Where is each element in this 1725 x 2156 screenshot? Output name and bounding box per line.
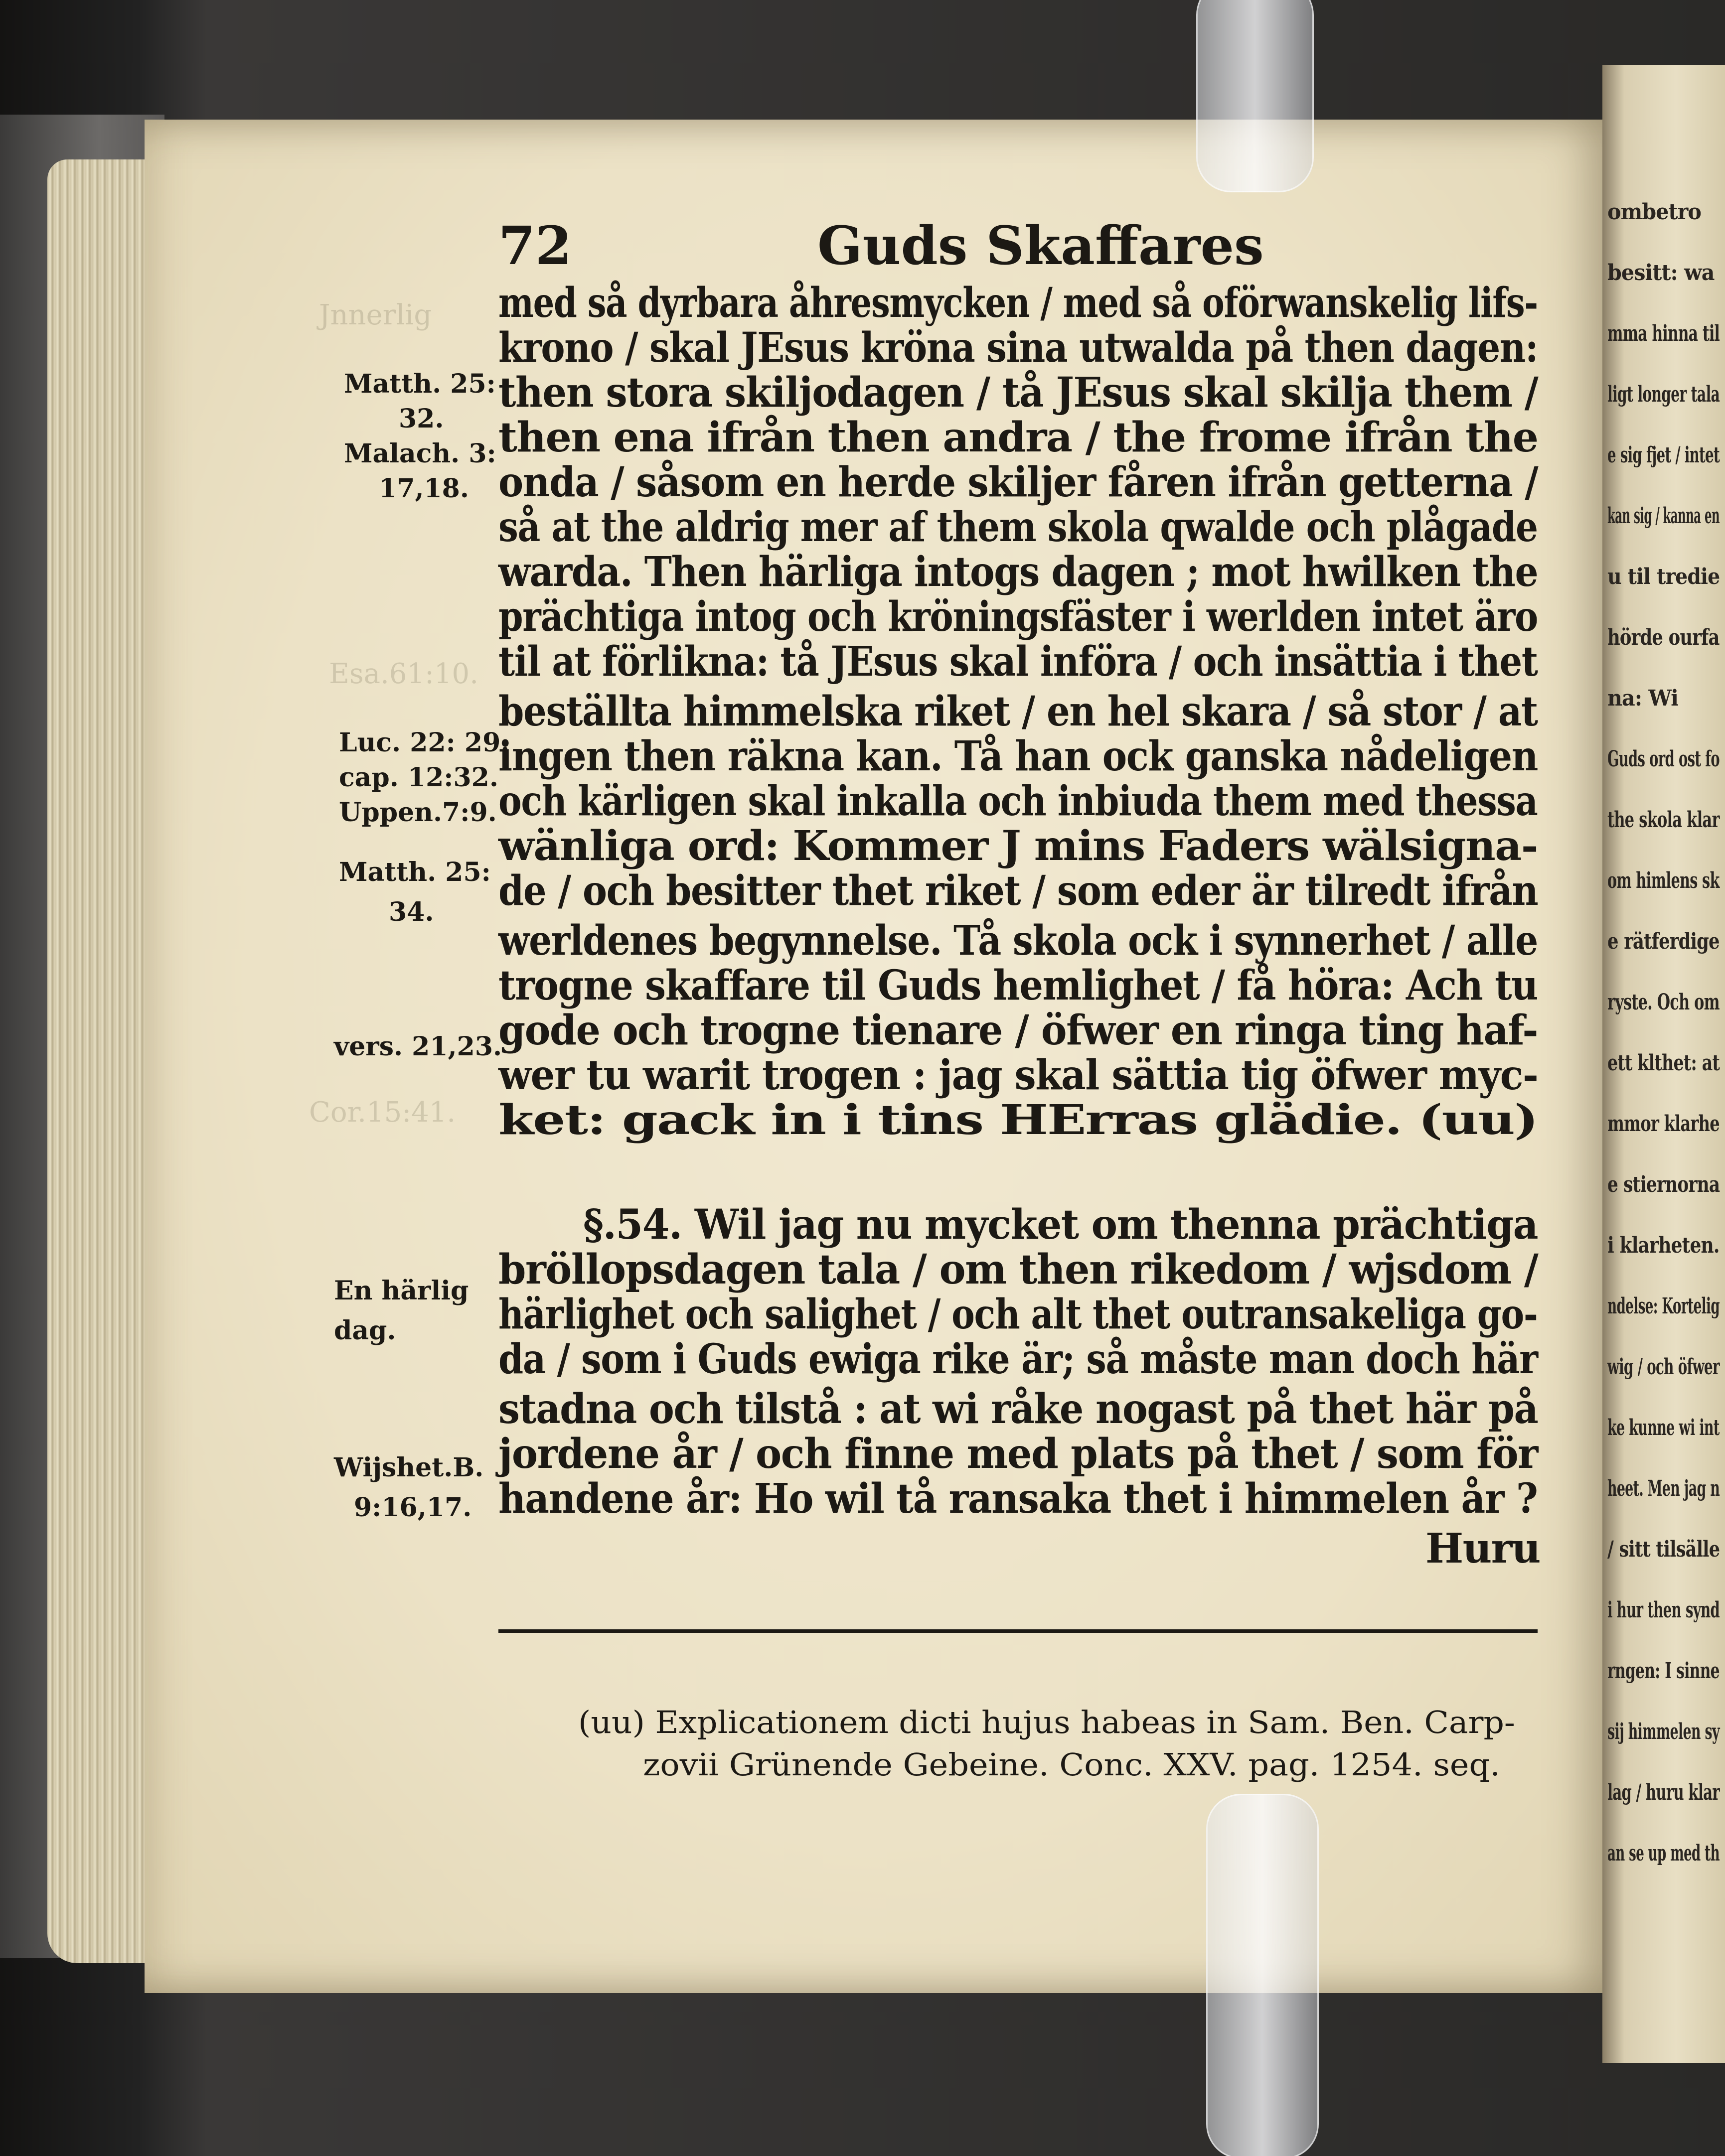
right-page-line: sij himmelen sy xyxy=(1607,1719,1720,1744)
right-page-line: besitt: wa xyxy=(1607,260,1715,286)
text-line: jordene år / och finne med plats på thet / som för xyxy=(498,1430,1538,1478)
right-page-line: ombetro xyxy=(1607,199,1701,225)
right-page-line: i klarheten. xyxy=(1607,1233,1720,1258)
right-page-line: ryste. Och om xyxy=(1607,990,1720,1015)
text-line: ingen then räkna kan. Tå han ock ganska nådeligen xyxy=(498,732,1538,780)
text-line: then ena ifrån then andra / the frome ifrån the xyxy=(498,414,1538,461)
margin-note: vers. 21,23. xyxy=(334,1031,502,1062)
right-page-line: ndelse: Kortelig xyxy=(1607,1294,1720,1319)
right-page-line: e stiernorna xyxy=(1607,1172,1720,1197)
margin-note: Uppen.7:9. xyxy=(339,797,497,828)
text-line: da / som i Guds ewiga rike är; så måste man doch här xyxy=(498,1335,1538,1383)
margin-note: Luc. 22: 29. xyxy=(339,727,510,758)
text-line: handene år: Ho wil tå ransaka thet i himmelen år ? xyxy=(498,1475,1538,1523)
page-clip-bottom xyxy=(1206,1794,1319,2156)
right-page-line: an se up med th xyxy=(1607,1841,1720,1866)
right-page-line: na: Wi xyxy=(1607,686,1678,711)
right-page-line: e sig fjet / intet xyxy=(1607,442,1720,468)
text-line: onda / såsom en herde skiljer fåren ifrån getterna / xyxy=(498,458,1538,506)
right-page-line: ett klthet: at xyxy=(1607,1050,1720,1076)
text-line: §.54. Wil jag nu mycket om thenna prächtiga xyxy=(583,1201,1538,1249)
page-clip-top xyxy=(1196,0,1314,192)
margin-note: dag. xyxy=(334,1315,396,1346)
right-page-line: mmor klarhe xyxy=(1607,1111,1720,1137)
right-page-line: om himlens sk xyxy=(1607,868,1720,893)
right-page-line: e rätferdige xyxy=(1607,929,1720,954)
text-line: de / och besitter thet riket / som eder är tilredt ifrån xyxy=(498,867,1538,915)
text-line: krono / skal JEsus kröna sina utwalda på then dagen: xyxy=(498,324,1538,372)
margin-note: Wijshet.B. xyxy=(334,1452,484,1483)
margin-note: cap. 12:32. xyxy=(339,762,498,793)
text-line: stadna och tilstå : at wi råke nogast på thet här på xyxy=(498,1385,1538,1433)
margin-note: 9:16,17. xyxy=(354,1492,472,1523)
right-page-line: hörde ourfa xyxy=(1607,625,1720,650)
right-page-line: u til tredie xyxy=(1607,564,1720,589)
footnote-line: zovii Grünende Gebeine. Conc. XXV. pag. 1254. seq. xyxy=(643,1746,1500,1783)
text-line: gode och trogne tienare / öfwer en ringa ting haf- xyxy=(498,1006,1538,1054)
margin-note: 17,18. xyxy=(379,473,469,504)
right-page-line: wig / och öfwer xyxy=(1607,1354,1720,1380)
right-page-line: rngen: I sinne xyxy=(1607,1658,1720,1684)
right-page-line: i hur then synd xyxy=(1607,1597,1720,1623)
text-line: Huru xyxy=(1425,1525,1540,1573)
text-line: werldenes begynnelse. Tå skola ock i synnerhet / alle xyxy=(498,917,1538,965)
margin-note: Malach. 3: xyxy=(344,438,496,469)
text-line: prächtiga intog och kröningsfäster i werlden intet äro xyxy=(498,593,1538,641)
bleed-through-text: Cor.15:41. xyxy=(309,1096,456,1129)
right-page-line: kan sig / kanna en xyxy=(1607,503,1720,529)
text-line: och kärligen skal inkalla och inbiuda them med thessa xyxy=(498,777,1538,825)
page-number: 72 xyxy=(498,214,572,277)
running-head: Guds Skaffares xyxy=(817,214,1264,277)
text-line: med så dyrbara åhresmycken / med så oförwanskelig lifs- xyxy=(498,279,1538,327)
bleed-through-text: Jnnerlig xyxy=(319,299,432,331)
margin-note: Matth. 25: xyxy=(344,369,496,399)
text-line: til at förlikna: tå JEsus skal införa / och insättia i thet xyxy=(498,638,1538,686)
text-line: så at the aldrig mer af them skola qwalde och plågade xyxy=(498,503,1538,551)
margin-note: Matth. 25: xyxy=(339,857,491,887)
margin-note: En härlig xyxy=(334,1276,469,1306)
text-line: bröllopsdagen tala / om then rikedom / wjsdom / xyxy=(498,1246,1538,1294)
text-line: then stora skiljodagen / tå JEsus skal skilja them / xyxy=(498,369,1538,417)
text-line: trogne skaffare til Guds hemlighet / få höra: Ach tu xyxy=(498,962,1538,1009)
right-page-line: heet. Men jag n xyxy=(1607,1476,1720,1501)
text-line: beställta himmelska riket / en hel skara / så stor / at xyxy=(498,688,1538,735)
text-line: warda. Then härliga intogs dagen ; mot hwilken the xyxy=(498,548,1538,596)
bleed-through-text: Esa.61:10. xyxy=(329,658,478,690)
right-page-line: / sitt tilsälle xyxy=(1607,1537,1720,1562)
text-line: wänliga ord: Kommer J mins Faders wälsigna- xyxy=(498,822,1538,870)
right-page-line: Guds ord ost fo xyxy=(1607,746,1720,772)
text-line: wer tu warit trogen : jag skal sättia tig öfwer myc- xyxy=(498,1051,1538,1099)
margin-note: 32. xyxy=(399,404,444,434)
footnote-rule xyxy=(498,1629,1538,1633)
text-line: härlighet och salighet / och alt thet outransakeliga go- xyxy=(498,1291,1538,1338)
right-page-line: ke kunne wi int xyxy=(1607,1415,1720,1440)
right-page-line: mma hinna til xyxy=(1607,321,1720,346)
margin-note: 34. xyxy=(389,897,434,927)
right-page-line: lag / huru klar xyxy=(1607,1780,1720,1805)
right-page-line: ligt longer tala xyxy=(1607,382,1720,407)
right-page-line: the skola klar xyxy=(1607,807,1720,833)
text-line: ket: gack in i tins HErras glädie. (uu) xyxy=(498,1096,1538,1144)
footnote-line: (uu) Explicationem dicti hujus habeas in Sam. Ben. Carp- xyxy=(578,1704,1515,1740)
